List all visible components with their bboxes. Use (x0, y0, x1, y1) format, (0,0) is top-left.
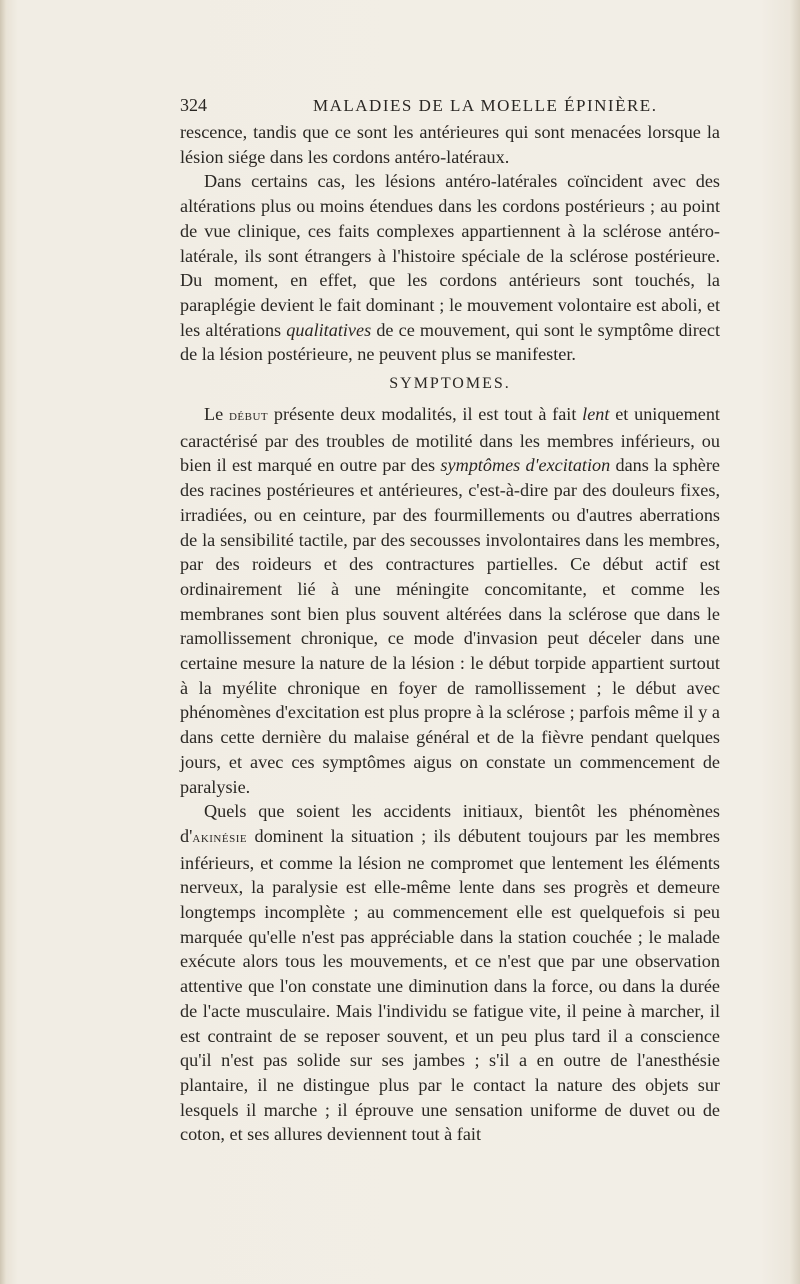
section-text (180, 402, 720, 1147)
page-gutter (0, 0, 6, 1284)
running-head-title: MALADIES DE LA MOELLE ÉPINIÈRE. (313, 96, 658, 115)
page-edge (790, 0, 800, 1284)
paragraph: Quels que soient les accidents initiaux, bientôt les phénomènes d'akinésie dominent la situation ; ils débutent toujours par les membres inférieurs, et comme la lésion ne compromet que lentement les éléments nerveux, la paralysie est elle-même lente dans ses progrès et demeure longtemps incomplète ; au commencement elle est quelquefois si peu marquée qu'elle n'est pas appréciable dans la station couchée ; le malade exécute alors tous les mouvements, et ce n'est que par une observation attentive que l'on constate une diminution dans la force, ou dans la durée de l'acte musculaire. Mais l'individu se fatigue vite, il peine à marcher, il est contraint de se reposer souvent, et un peu plus tard il a conscience qu'il n'est pas solide sur ses jambes ; s'il a en outre de l'anesthésie plantaire, il ne distingue plus par le contact la nature des objets sur lesquels il marche ; il éprouve une sensation uniforme de duvet ou de coton, et ses allures deviennent tout à fait (180, 801, 720, 1145)
intro-text (180, 120, 720, 367)
paragraph: Le début présente deux modalités, il est tout à fait lent et uniquement caractérisé par des troubles de motilité dans les membres inférieurs, ou bien il est marqué en outre par des symptômes d'excitation dans la sphère des racines postérieures et antérieures, c'est-à-dire par des douleurs fixes, irradiées, ou en ceinture, par des fourmillements ou d'autres aberrations de la sensibilité tactile, par des secousses involontaires dans les membres, par des roideurs et des contractures partielles. Ce début actif est ordinairement lié à une méningite concomitante, et comme les membranes sont bien plus souvent altérées dans la sclérose que dans le ramollissement chronique, ce mode d'invasion peut déceler dans une certaine mesure la nature de la lésion : le début torpide appartient surtout à la myélite chronique en foyer de ramollissement ; le début avec phénomènes d'excitation est plus propre à la sclérose ; parfois même il y a dans cette dernière du malaise général et de la fièvre pendant quelques jours, et avec ces symptômes aigus on constate un commencement de paralysie. (180, 404, 720, 797)
paragraph: Dans certains cas, les lésions antéro-latérales coïncident avec des altérations plus ou moins étendues dans les cordons postérieurs ; au point de vue clinique, ces faits complexes appartiennent à la sclérose antéro-latérale, ils sont étrangers à l'histoire spéciale de la sclérose postérieure. Du moment, en effet, que les cordons antérieurs sont touchés, la paraplégie devient le fait dominant ; le mouvement volontaire est aboli, et les altérations qualitatives de ce mouvement, qui sont le symptôme direct de la lésion postérieure, ne peuvent plus se manifester. (180, 171, 720, 365)
section-heading: SYMPTOMES. (389, 375, 511, 392)
paragraph: rescence, tandis que ce sont les antérieures qui sont menacées lorsque la lésion siége dans les cordons antéro-latéraux. (180, 122, 720, 167)
page-number: 324 (180, 95, 207, 115)
